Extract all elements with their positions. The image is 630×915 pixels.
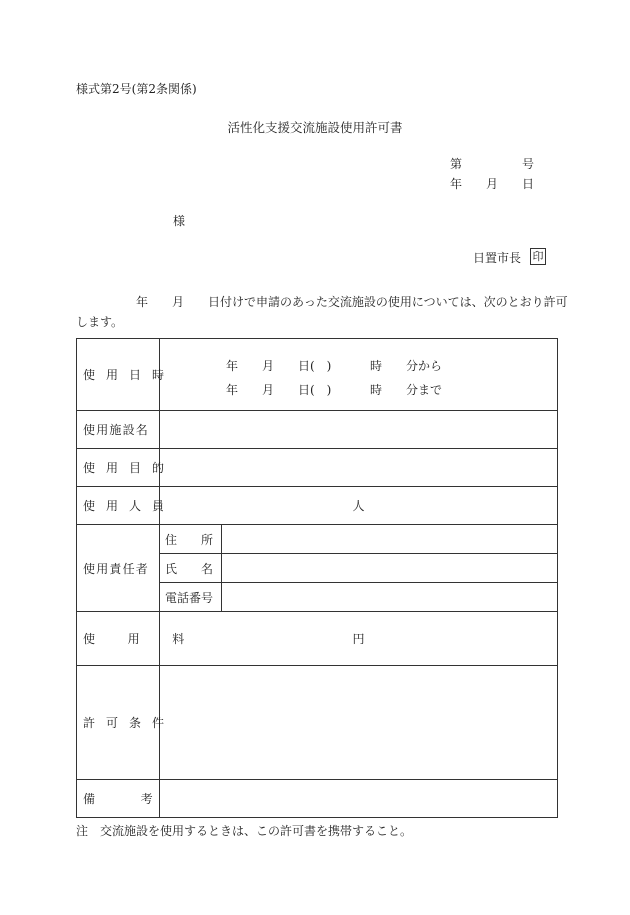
date-month: 月 [486, 177, 499, 191]
row-conditions [77, 666, 558, 780]
usage-datetime-cell [160, 339, 558, 411]
address-label: 住 所 [160, 525, 222, 554]
facility-value [160, 411, 558, 449]
date-day: 日 [522, 177, 535, 191]
name-label: 氏 名 [160, 554, 222, 583]
row-usage-datetime [77, 339, 558, 411]
purpose-value [160, 449, 558, 487]
remarks-label: 備 考 [77, 780, 160, 818]
from-minute: 分から [406, 358, 443, 373]
remarks-value [160, 780, 558, 818]
datetime-to [160, 375, 557, 399]
persons-label: 使 用 人 員 [77, 487, 160, 525]
row-facility [77, 411, 558, 449]
to-year: 年 [226, 382, 239, 397]
issuer: 日置市長 [473, 251, 522, 265]
address-value [222, 525, 558, 554]
from-day: 日( ) [298, 358, 332, 373]
fee-value: 円 [160, 612, 558, 666]
conditions-label: 許 可 条 件 [77, 666, 160, 780]
phone-label: 電話番号 [160, 583, 222, 612]
date-year: 年 [450, 177, 463, 191]
intro-year: 年 [136, 295, 149, 309]
seal-mark: 印 [530, 248, 546, 265]
addressee-honorific: 様 [173, 214, 186, 228]
to-minute: 分まで [406, 382, 443, 397]
fee-label: 使 用 料 [77, 612, 160, 666]
to-month: 月 [262, 382, 275, 397]
from-year: 年 [226, 358, 239, 373]
intro-text: 日付けで申請のあった交流施設の使用については、次のとおり許可 [208, 295, 568, 309]
row-purpose [77, 449, 558, 487]
from-hour: 時 [370, 358, 383, 373]
persons-value: 人 [160, 487, 558, 525]
form-number: 様式第2号(第2条関係) [76, 82, 197, 96]
intro-month: 月 [172, 295, 185, 309]
facility-label: 使用施設名 [77, 411, 160, 449]
conditions-value [160, 666, 558, 780]
name-value [222, 554, 558, 583]
intro-line-2: します。 [76, 315, 124, 329]
to-day: 日( ) [298, 382, 332, 397]
phone-value [222, 583, 558, 612]
purpose-label: 使 用 目 的 [77, 449, 160, 487]
row-remarks [77, 780, 558, 818]
datetime-from [160, 351, 557, 375]
permit-table [76, 338, 558, 818]
number-suffix: 号 [522, 157, 535, 171]
number-prefix: 第 [450, 157, 463, 171]
responsible-label: 使用責任者 [77, 525, 160, 612]
document-title: 活性化支援交流施設使用許可書 [227, 120, 403, 135]
from-month: 月 [262, 358, 275, 373]
to-hour: 時 [370, 382, 383, 397]
footer-note: 注 交流施設を使用するときは、この許可書を携帯すること。 [76, 824, 413, 838]
row-persons [77, 487, 558, 525]
row-fee [77, 612, 558, 666]
row-responsible-address [77, 525, 558, 554]
usage-datetime-label: 使 用 日 時 [77, 339, 160, 411]
